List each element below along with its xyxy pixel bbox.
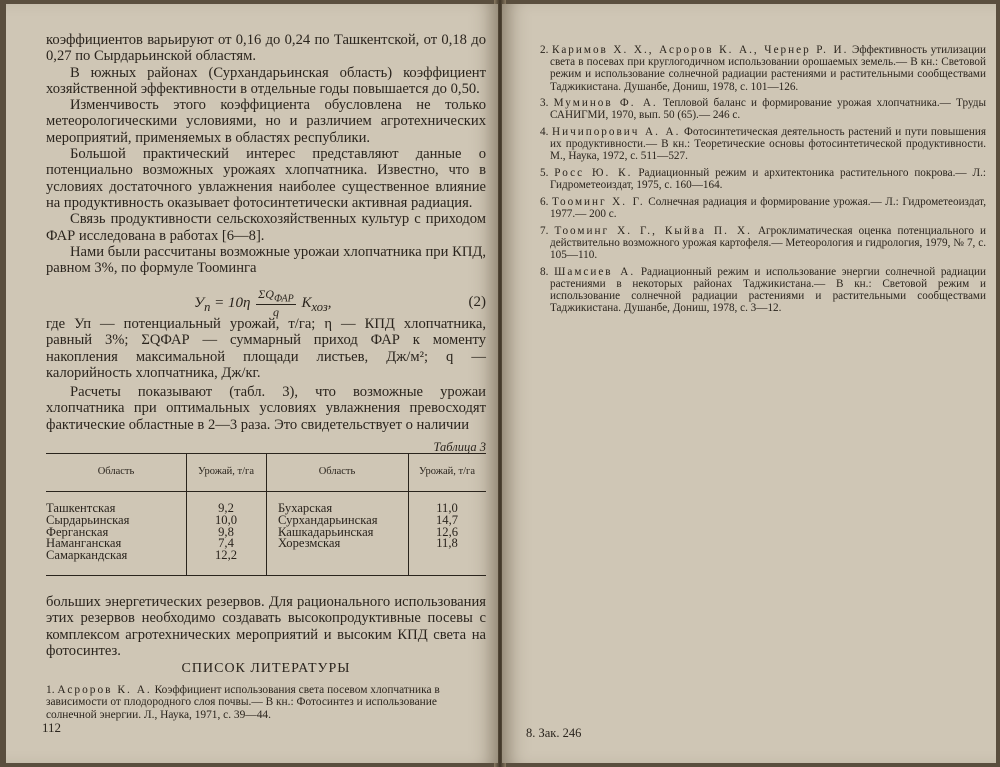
table-bottom-rule [46,575,486,576]
where-paragraph: где Уп — потенциальный урожай, т/га; η — КПД хлопчатника, равный 3%; ΣQФАР — суммарный приход ФАР к моменту накопления максимальной площади листьев, Дж/м²; q — калорийность хлопчатника, Дж/кг. [46,316,486,381]
formula-2 [46,281,486,320]
table-cell: 14,7 [435,512,459,527]
reference-text: Фотосинтетическая деятельность растений и пути повышения их продуктивности.— В кн.: Теоретические основы фотосинтетической продуктивности. М., Наука, 1972, с. 511—527. [550,126,987,163]
reference-6 [540,196,986,220]
equation-number: (2) [468,294,486,310]
table-cell: 12,2 [214,548,238,563]
reference-text: Эффективность утилизации света в посевах при круглогодичном использовании орошаемых земель.— В кн.: Световой режим и использование солнечной радиации растениями и растительными сообществами Таджикистана. Душанбе, Дониш, 1978, с. 101—126. [550,44,987,93]
references-title: СПИСОК ЛИТЕРАТУРЫ [181,661,351,676]
paragraph-4: Большой практический интерес представляют данные о потенциально возможных урожаях хлопчатника. Известно, что в условиях достаточного увлажнения наиболее существенное влияние на продуктивность оказывает фотосинтетически активная радиация. [46,146,486,211]
reference-8 [540,266,986,315]
formula-lhs-sub: п [204,300,211,315]
formula-numerator-text: ΣQ [258,287,274,301]
reference-author: Асроров К. А. [57,684,152,696]
table-cell: Кашкадарьинская [278,524,374,539]
left-page [6,4,498,763]
after-table-paragraph: больших энергетических резервов. Для рационального использования этих резервов необходимо создавать высокопродуктивные посевы с комплексом агротехнических мероприятий и высоким КПД света на фотосинтез. [46,594,486,659]
reference-number: 2. [540,44,549,56]
reference-author: Шамсиев А. [554,265,636,278]
reference-author: Росс Ю. К. [554,167,633,179]
left-values-column [186,503,266,562]
formula-tail: , [327,295,332,312]
header-region-1: Область [97,466,135,477]
calc-paragraph: Расчеты показывают (табл. 3), что возможные урожаи хлопчатника при оптимальных условиях увлажнения превосходят фактические областные в 2—3 раза. Это свидетельствует о наличии [46,384,486,433]
reference-5 [540,167,986,191]
left-regions-column [46,503,186,562]
reference-text: Агроклиматическая оценка потенциального и действительно возможного урожая картофеля.— Метеорология и гидрология, 1979, № 7, с. 105—110. [550,224,986,261]
formula-numerator-sub: ФАР [273,293,294,305]
paragraph-2: В южных районах (Сурхандарьинская область) коэффициент хозяйственной эффективности в отдельные годы повышается до 0,50. [46,64,486,97]
yield-table [46,453,486,575]
table-cell: Наманганская [46,536,122,551]
header-region-2: Область [318,466,356,477]
reference-author: Муминов Ф. А. [553,97,658,110]
left-text-block-2 [46,316,486,433]
reference-author: Каримов Х. Х., Асроров К. А., Чернер Р. И. [552,44,849,56]
header-yield-1: Урожай, т/га [197,466,254,477]
table-cell: 10,0 [214,512,238,527]
reference-text: Радиационный режим и архитектоника растительного покрова.— Л.: Гидрометеоиздат, 1975, с. 160—164. [550,167,987,192]
reference-3 [540,97,986,121]
table-cell: 11,0 [436,501,458,515]
reference-2 [540,44,986,93]
paragraph-1: коэффициентов варьируют от 0,16 до 0,24 по Ташкентской, от 0,18 до 0,27 по Сырдарьинской областям. [46,32,486,65]
table-cell: Сурхандарьинская [278,512,378,527]
paragraph-6: Нами были рассчитаны возможные урожаи хлопчатника при КПД, равном 3%, по формуле Тооминга [46,243,486,277]
reference-number: 4. [540,126,549,138]
page-number: 112 [42,720,62,735]
table-cell: Ферганская [46,524,109,539]
right-page [502,4,996,763]
table-cell: Бухарская [278,501,333,515]
right-values-column [408,503,486,550]
reference-number: 1. [46,684,55,696]
reference-text: Солнечная радиация и формирование урожая.— Л.: Гидрометеоиздат, 1977.— 200 с. [550,195,986,220]
formula-equals: = 10η [214,295,251,312]
reference-number: 6. [540,195,549,208]
reference-number: 8. [540,265,549,278]
reference-1 [46,684,486,721]
table-cell: 9,8 [218,524,234,539]
reference-author: Тооминг Х. Г. [551,195,645,208]
table-cell: 7,4 [218,536,234,551]
reference-text: Радиационный режим и использование энергии солнечной радиации растениями в некоторых районах Таджикистана.— В кн.: Световой режим и использование солнечной радиации растениями и растительными сообществами Таджикистана. Душанбе, Дониш, 1978, с. 3—12. [550,265,987,315]
table-cell: Самаркандская [46,548,128,563]
left-text-block [46,32,486,276]
reference-7 [540,225,986,262]
reference-text: Тепловой баланс и формирование урожая хлопчатника.— Труды САНИГМИ, 1970, вып. 50 (65).— 246 с. [550,97,987,122]
right-regions-column [278,503,408,550]
left-text-block-3 [46,594,486,659]
header-yield-2: Урожай, т/га [418,466,475,477]
reference-text: Коэффициент использования света посевом хлопчатника в зависимости от плодородного слоя почвы.— В кн.: Фотосинтез и использование солнечной энергии. Л., Наука, 1971, с. 39—44. [46,684,440,721]
formula-coef: K [301,295,312,312]
reference-author: Тооминг Х. Г., Кыйва П. Х. [554,224,752,237]
references-list [540,44,986,319]
reference-4 [540,126,986,163]
table-caption: Таблица 3 [433,440,486,454]
print-order-footer: 8. Зак. 246 [526,726,582,740]
reference-number: 5. [540,167,549,179]
table-cell: 9,2 [218,501,234,515]
paragraph-5: Связь продуктивности сельскохозяйственных культур с приходом ФАР исследована в работах [6—8]. [46,211,486,244]
table-cell: Сырдарьинская [46,512,130,527]
formula-denominator: q [272,305,279,320]
table-cell: Ташкентская [46,501,116,515]
formula-coef-sub: хоз [311,300,328,315]
table-cell: 12,6 [435,524,459,539]
table-cell: 11,8 [436,536,458,551]
reference-number: 3. [540,97,549,110]
formula-lhs: У [194,295,205,312]
table-cell: Хорезмская [278,536,341,551]
paragraph-3: Изменчивость этого коэффициента обусловлена не только метеорологическими условиями, но и различием агротехнических мероприятий, применяемых в областях республики. [46,97,486,146]
formula-numerator [256,287,296,305]
reference-author: Ничипорович А. А. [552,126,681,138]
reference-number: 7. [540,224,549,237]
